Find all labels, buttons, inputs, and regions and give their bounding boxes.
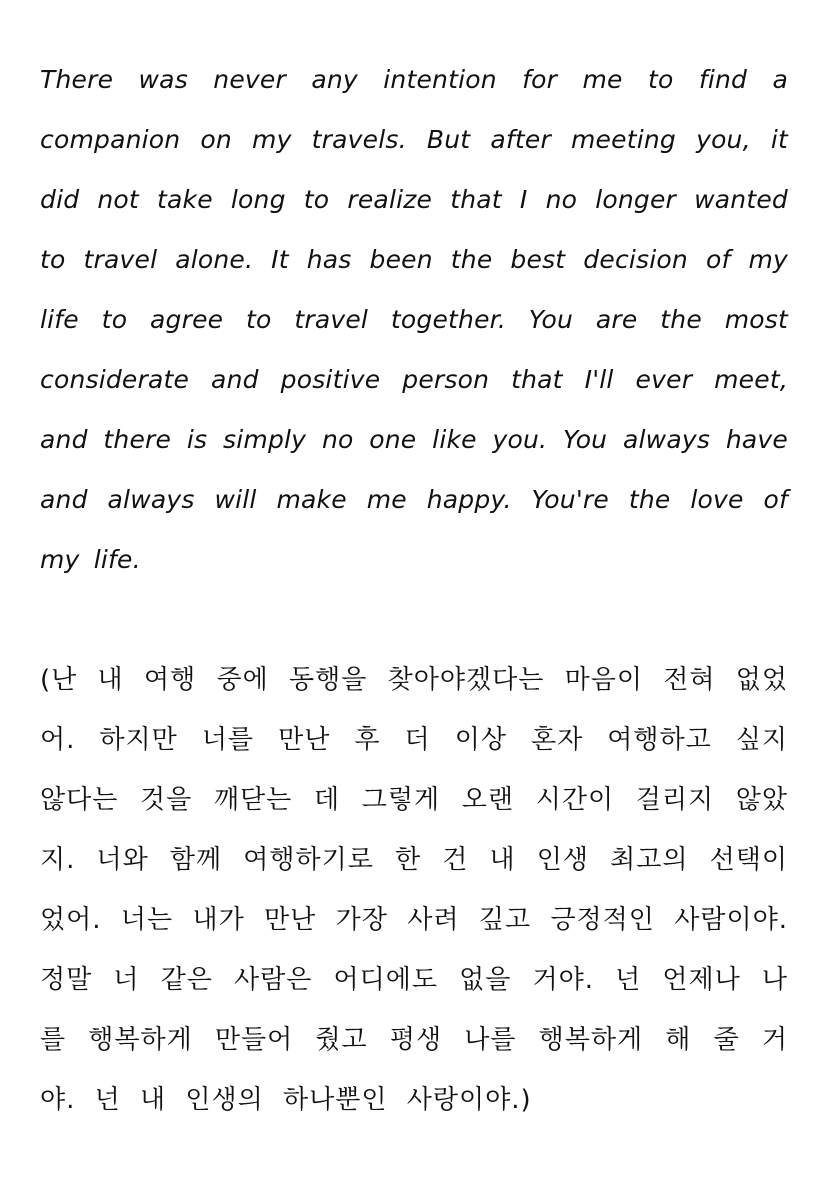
english-paragraph: There was never any intention for me to find a companion on my travels. But after meeting you, it did not take long to realize that I no longer wanted to travel alone. It has been the best decision of my life to agree to travel together. You are the most considerate and positive person that I'll ever meet, and there is simply no one like you. You always have and always will make me happy. You're the love of my life.: [40, 65, 788, 574]
korean-translation-paragraph: (난 내 여행 중에 동행을 찾아야겠다는 마음이 전혀 없었어. 하지만 너를 만난 후 더 이상 혼자 여행하고 싶지 않다는 것을 깨닫는 데 그렇게 오랜 시간이 걸리지 않았지. 너와 함께 여행하기로 한 건 내 인생 최고의 선택이었어. 너는 내가 만난 가장 사려 깊고 긍정적인 사람이야. 정말 너 같은 사람은 어디에도 없을 거야. 넌 언제나 나를 행복하게 만들어 줬고 평생 나를 행복하게 해 줄 거야. 넌 내 인생의 하나뿐인 사랑이야.): [40, 665, 788, 1115]
